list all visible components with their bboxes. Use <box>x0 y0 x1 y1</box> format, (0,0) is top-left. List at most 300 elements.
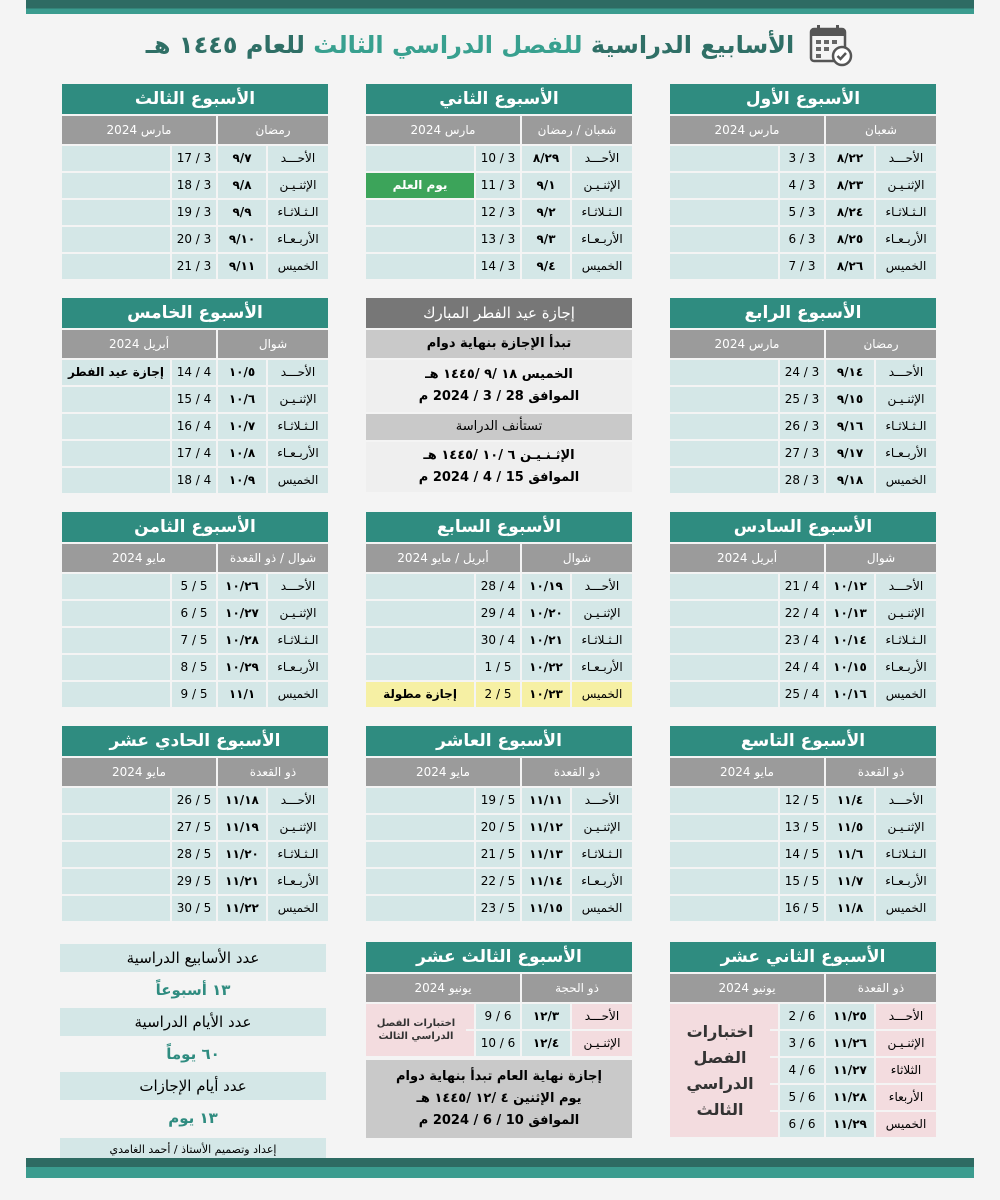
day-name: الأحـــد <box>572 574 632 599</box>
table-row <box>62 387 328 412</box>
hijri-date: ٨/٢٢ <box>826 146 874 171</box>
day-name: الأربـعـاء <box>876 441 936 466</box>
week-card <box>366 512 632 707</box>
day-name: الأربـعـاء <box>572 869 632 894</box>
hijri-date: ٨/٢٣ <box>826 173 874 198</box>
day-note <box>670 842 778 867</box>
greg-date: 5 / 6 <box>172 601 216 626</box>
day-note <box>62 788 170 813</box>
table-row <box>670 601 936 626</box>
hijri-month-label: شوال <box>522 544 632 572</box>
week-card <box>62 512 328 707</box>
greg-month-label: أبريل / مايو 2024 <box>366 544 520 572</box>
greg-date: 3 / 20 <box>172 227 216 252</box>
hijri-date: ١٠/٢٦ <box>218 574 266 599</box>
greg-date: 5 / 27 <box>172 815 216 840</box>
greg-date: 6 / 4 <box>780 1058 824 1083</box>
day-note: يوم العلم <box>366 173 474 198</box>
greg-date: 5 / 12 <box>780 788 824 813</box>
summary-panel <box>60 940 326 1162</box>
day-name: الخميس <box>268 682 328 707</box>
hijri-date: ٩/١٠ <box>218 227 266 252</box>
table-row <box>670 414 936 439</box>
day-note <box>670 146 778 171</box>
day-note <box>62 628 170 653</box>
week-title: الأسبوع الثاني عشر <box>670 942 936 972</box>
table-row <box>366 655 632 680</box>
greg-month-label: مارس 2024 <box>670 116 824 144</box>
greg-date: 5 / 5 <box>172 574 216 599</box>
day-name: الأربـعـاء <box>876 227 936 252</box>
day-name: الإثنـيـن <box>876 815 936 840</box>
day-name: الأربـعـاء <box>268 655 328 680</box>
hijri-date: ١٠/٢٠ <box>522 601 570 626</box>
day-name: الـثـلاثـاء <box>572 842 632 867</box>
greg-month-label: مايو 2024 <box>670 758 824 786</box>
hijri-month-label: رمضان <box>218 116 328 144</box>
day-note <box>62 387 170 412</box>
week-title: الأسبوع العاشر <box>366 726 632 756</box>
table-row <box>366 227 632 252</box>
table-row <box>670 227 936 252</box>
day-note <box>670 414 778 439</box>
greg-date: 4 / 16 <box>172 414 216 439</box>
week-title: الأسبوع الرابع <box>670 298 936 328</box>
week-title: الأسبوع الثاني <box>366 84 632 114</box>
day-note <box>670 896 778 921</box>
table-row <box>670 896 936 921</box>
greg-date: 3 / 18 <box>172 173 216 198</box>
hijri-date: ١١/١٥ <box>522 896 570 921</box>
hijri-date: ٨/٢٩ <box>522 146 570 171</box>
day-name: الـثـلاثـاء <box>572 628 632 653</box>
greg-date: 4 / 15 <box>172 387 216 412</box>
greg-date: 4 / 14 <box>172 360 216 385</box>
hijri-date: ١٠/٢٧ <box>218 601 266 626</box>
hijri-date: ١١/١٢ <box>522 815 570 840</box>
greg-date: 5 / 1 <box>476 655 520 680</box>
hijri-month-label: شعبان / رمضان <box>522 116 632 144</box>
greg-date: 3 / 19 <box>172 200 216 225</box>
table-row <box>366 842 632 867</box>
eid-holiday-card <box>366 298 632 492</box>
day-note <box>366 601 474 626</box>
greg-date: 4 / 17 <box>172 441 216 466</box>
greg-date: 6 / 2 <box>780 1004 824 1029</box>
table-row <box>62 682 328 707</box>
greg-date: 3 / 28 <box>780 468 824 493</box>
table-row <box>366 254 632 279</box>
hijri-date: ١١/٢٧ <box>826 1058 874 1083</box>
hijri-month-label: شوال / ذو القعدة <box>218 544 328 572</box>
hijri-date: ١١/٥ <box>826 815 874 840</box>
hijri-date: ١١/٧ <box>826 869 874 894</box>
day-note <box>670 788 778 813</box>
day-name: الخميس <box>876 468 936 493</box>
week-card <box>62 726 328 921</box>
hijri-month-label: ذو القعدة <box>826 758 936 786</box>
greg-date: 5 / 30 <box>172 896 216 921</box>
day-name: الأحـــد <box>876 574 936 599</box>
day-name: الخميس <box>572 254 632 279</box>
hijri-date: ١١/١١ <box>522 788 570 813</box>
table-row <box>366 200 632 225</box>
weeks-count-value: ١٣ أسبوعاً <box>155 981 231 999</box>
top-decor-bar <box>26 0 974 14</box>
day-name: الأحـــد <box>876 146 936 171</box>
holiday-start-greg: الموافق 28 / 3 / 2024 م <box>418 389 580 404</box>
hijri-date: ١٠/١٥ <box>826 655 874 680</box>
day-note <box>366 227 474 252</box>
hijri-date: ١٠/٢٨ <box>218 628 266 653</box>
table-row <box>62 227 328 252</box>
greg-date: 4 / 28 <box>476 574 520 599</box>
table-row <box>366 628 632 653</box>
hijri-date: ٩/١١ <box>218 254 266 279</box>
hijri-date: ١١/٢٢ <box>218 896 266 921</box>
greg-date: 3 / 3 <box>780 146 824 171</box>
hijri-date: ٩/١٨ <box>826 468 874 493</box>
day-name: الإثنـيـن <box>572 173 632 198</box>
table-row <box>62 842 328 867</box>
hijri-date: ٨/٢٥ <box>826 227 874 252</box>
greg-date: 3 / 21 <box>172 254 216 279</box>
day-note <box>366 200 474 225</box>
day-note <box>670 655 778 680</box>
week-card <box>366 726 632 921</box>
week-title: الأسبوع التاسع <box>670 726 936 756</box>
greg-date: 5 / 22 <box>476 869 520 894</box>
day-note <box>366 842 474 867</box>
year-end-line: الموافق 10 / 6 / 2024 م <box>418 1113 580 1128</box>
week-title: الأسبوع السابع <box>366 512 632 542</box>
day-note <box>670 227 778 252</box>
hijri-date: ٩/٣ <box>522 227 570 252</box>
hijri-date: ١٠/٧ <box>218 414 266 439</box>
greg-date: 5 / 23 <box>476 896 520 921</box>
day-note <box>62 682 170 707</box>
week-title: الأسبوع الأول <box>670 84 936 114</box>
day-note <box>366 788 474 813</box>
greg-date: 6 / 6 <box>780 1112 824 1137</box>
weeks-count-label: عدد الأسابيع الدراسية <box>60 944 326 972</box>
table-row <box>62 254 328 279</box>
table-row <box>670 387 936 412</box>
greg-month-label: مايو 2024 <box>366 758 520 786</box>
day-name: الأربـعـاء <box>268 869 328 894</box>
greg-date: 5 / 16 <box>780 896 824 921</box>
day-note <box>670 628 778 653</box>
table-row <box>366 896 632 921</box>
week-card <box>62 298 328 493</box>
day-name: الخميس <box>876 254 936 279</box>
hijri-date: ١١/٢٦ <box>826 1031 874 1056</box>
greg-date: 4 / 18 <box>172 468 216 493</box>
hijri-date: ١٠/٦ <box>218 387 266 412</box>
table-row <box>670 842 936 867</box>
table-row <box>62 628 328 653</box>
greg-date: 5 / 14 <box>780 842 824 867</box>
day-note <box>62 173 170 198</box>
exam-period-note: اختبارات الفصل الدراسي الثالث <box>366 1004 466 1056</box>
calendar-check-icon <box>808 23 854 67</box>
day-name: الأربـعـاء <box>572 655 632 680</box>
day-note <box>62 146 170 171</box>
greg-date: 5 / 15 <box>780 869 824 894</box>
day-note <box>366 896 474 921</box>
hijri-date: ١٠/٢١ <box>522 628 570 653</box>
resume-hijri: الإثـنـيـن ٦ /١٠ /١٤٤٥ هـ <box>423 448 575 463</box>
greg-date: 3 / 25 <box>780 387 824 412</box>
day-note <box>670 200 778 225</box>
day-name: الـثـلاثـاء <box>876 628 936 653</box>
greg-date: 6 / 3 <box>780 1031 824 1056</box>
table-row <box>670 815 936 840</box>
table-row <box>366 146 632 171</box>
day-note <box>62 842 170 867</box>
hijri-date: ١١/٢٠ <box>218 842 266 867</box>
hijri-date: ١٠/١٩ <box>522 574 570 599</box>
table-row <box>366 682 632 707</box>
day-note <box>366 574 474 599</box>
day-name: الإثنـيـن <box>572 601 632 626</box>
table-row <box>670 441 936 466</box>
greg-date: 3 / 26 <box>780 414 824 439</box>
hijri-date: ١٠/١٢ <box>826 574 874 599</box>
greg-month-label: مارس 2024 <box>366 116 520 144</box>
day-name: الخميس <box>876 1112 936 1137</box>
day-note <box>670 387 778 412</box>
day-name: الأحـــد <box>572 146 632 171</box>
table-row <box>670 254 936 279</box>
day-name: الـثـلاثـاء <box>268 200 328 225</box>
table-row <box>62 601 328 626</box>
holidays-count-label: عدد أيام الإجازات <box>60 1072 326 1100</box>
day-note <box>670 682 778 707</box>
greg-date: 5 / 8 <box>172 655 216 680</box>
day-name: الخميس <box>876 896 936 921</box>
greg-month-label: يونيو 2024 <box>670 974 824 1002</box>
hijri-date: ١٠/٥ <box>218 360 266 385</box>
greg-date: 5 / 21 <box>476 842 520 867</box>
day-note <box>366 655 474 680</box>
week-card <box>366 84 632 279</box>
hijri-date: ١١/١ <box>218 682 266 707</box>
greg-date: 5 / 20 <box>476 815 520 840</box>
day-name: الأربـعـاء <box>572 227 632 252</box>
day-name: الإثنـيـن <box>268 601 328 626</box>
greg-date: 3 / 10 <box>476 146 520 171</box>
greg-date: 3 / 27 <box>780 441 824 466</box>
hijri-date: ٩/٧ <box>218 146 266 171</box>
greg-date: 5 / 28 <box>172 842 216 867</box>
hijri-date: ١١/٢٥ <box>826 1004 874 1029</box>
hijri-month-label: شوال <box>826 544 936 572</box>
holiday-start-hijri: الخميس ١٨ /٩ /١٤٤٥ هـ <box>425 367 573 382</box>
table-row <box>62 869 328 894</box>
table-row <box>670 788 936 813</box>
day-name: الأحـــد <box>268 146 328 171</box>
greg-date: 3 / 17 <box>172 146 216 171</box>
table-row <box>670 628 936 653</box>
greg-month-label: أبريل 2024 <box>670 544 824 572</box>
table-row <box>366 601 632 626</box>
day-note <box>62 655 170 680</box>
hijri-date: ٩/٩ <box>218 200 266 225</box>
table-row <box>670 173 936 198</box>
day-name: الـثـلاثـاء <box>268 628 328 653</box>
bottom-decor-bar <box>26 1158 974 1178</box>
hijri-date: ١١/١٨ <box>218 788 266 813</box>
greg-month-label: مارس 2024 <box>62 116 216 144</box>
greg-month-label: مارس 2024 <box>670 330 824 358</box>
hijri-date: ١٠/٢٣ <box>522 682 570 707</box>
day-name: الـثـلاثـاء <box>876 200 936 225</box>
day-name: الإثنـيـن <box>268 815 328 840</box>
hijri-date: ١١/٤ <box>826 788 874 813</box>
day-note <box>62 254 170 279</box>
day-note <box>670 254 778 279</box>
hijri-date: ١٠/٢٢ <box>522 655 570 680</box>
greg-date: 3 / 14 <box>476 254 520 279</box>
greg-date: 4 / 21 <box>780 574 824 599</box>
week-card <box>670 298 936 493</box>
day-name: الخميس <box>876 682 936 707</box>
hijri-month-label: ذو القعدة <box>522 758 632 786</box>
table-row <box>366 574 632 599</box>
hijri-date: ١٢/٤ <box>522 1031 570 1056</box>
week-card <box>670 726 936 921</box>
day-name: الثلاثاء <box>876 1058 936 1083</box>
title-tail: للعام ١٤٤٥ هـ <box>145 31 305 59</box>
greg-date: 3 / 5 <box>780 200 824 225</box>
greg-date: 3 / 12 <box>476 200 520 225</box>
day-name: الأربـعـاء <box>268 227 328 252</box>
hijri-month-label: رمضان <box>826 330 936 358</box>
table-row <box>62 414 328 439</box>
table-row <box>670 682 936 707</box>
day-name: الخميس <box>268 254 328 279</box>
week-title: الأسبوع الثامن <box>62 512 328 542</box>
table-row <box>670 574 936 599</box>
hijri-date: ١١/٦ <box>826 842 874 867</box>
week-card <box>62 84 328 279</box>
day-name: الإثنـيـن <box>876 601 936 626</box>
table-row <box>366 815 632 840</box>
table-row <box>670 146 936 171</box>
greg-month-label: مايو 2024 <box>62 544 216 572</box>
day-note <box>62 200 170 225</box>
hijri-month-label: شوال <box>218 330 328 358</box>
week-title: الأسبوع الحادي عشر <box>62 726 328 756</box>
greg-date: 3 / 4 <box>780 173 824 198</box>
days-count-label: عدد الأيام الدراسية <box>60 1008 326 1036</box>
hijri-month-label: ذو القعدة <box>218 758 328 786</box>
hijri-date: ٩/٢ <box>522 200 570 225</box>
table-row <box>670 360 936 385</box>
greg-date: 6 / 10 <box>476 1031 520 1056</box>
day-name: الإثنـيـن <box>268 387 328 412</box>
day-name: الـثـلاثـاء <box>876 414 936 439</box>
week-title: الأسبوع الخامس <box>62 298 328 328</box>
hijri-date: ١١/٨ <box>826 896 874 921</box>
greg-date: 4 / 30 <box>476 628 520 653</box>
table-row <box>62 173 328 198</box>
day-note <box>62 815 170 840</box>
week-card <box>670 512 936 707</box>
greg-date: 4 / 23 <box>780 628 824 653</box>
table-row <box>670 869 936 894</box>
hijri-date: ٨/٢٦ <box>826 254 874 279</box>
table-row <box>62 655 328 680</box>
year-end-line: إجازة نهاية العام تبدأ بنهاية دوام <box>396 1069 602 1084</box>
hijri-date: ١٢/٣ <box>522 1004 570 1029</box>
hijri-date: ٩/٤ <box>522 254 570 279</box>
day-note <box>62 227 170 252</box>
hijri-month-label: ذو الحجة <box>522 974 632 1002</box>
exam-period-note: اختبارات الفصل الدراسي الثالث <box>670 1004 770 1137</box>
table-row <box>62 200 328 225</box>
day-note <box>670 360 778 385</box>
greg-date: 4 / 25 <box>780 682 824 707</box>
table-row <box>62 360 328 385</box>
days-count-value: ٦٠ يوماً <box>166 1045 220 1063</box>
day-name: الخميس <box>268 896 328 921</box>
week-title: الأسبوع السادس <box>670 512 936 542</box>
day-note: إجازة مطولة <box>366 682 474 707</box>
hijri-date: ١١/١٣ <box>522 842 570 867</box>
greg-date: 3 / 7 <box>780 254 824 279</box>
day-name: الأحـــد <box>268 574 328 599</box>
table-row <box>62 788 328 813</box>
hijri-date: ٩/٨ <box>218 173 266 198</box>
hijri-month-label: شعبان <box>826 116 936 144</box>
day-note <box>670 468 778 493</box>
day-name: الأربـعـاء <box>876 655 936 680</box>
day-name: الأربـعـاء <box>876 869 936 894</box>
day-name: الإثنـيـن <box>876 387 936 412</box>
table-row <box>670 468 936 493</box>
day-name: الإثنـيـن <box>876 1031 936 1056</box>
greg-date: 5 / 2 <box>476 682 520 707</box>
day-note <box>62 414 170 439</box>
greg-date: 4 / 29 <box>476 601 520 626</box>
holiday-start-label: تبدأ الإجازة بنهاية دوام <box>366 330 632 358</box>
greg-date: 3 / 24 <box>780 360 824 385</box>
hijri-date: ١١/١٩ <box>218 815 266 840</box>
week-title: الأسبوع الثالث عشر <box>366 942 632 972</box>
hijri-date: ١٠/١٣ <box>826 601 874 626</box>
day-name: الـثـلاثـاء <box>268 414 328 439</box>
year-end-line: يوم الإثنين ٤ /١٢ /١٤٤٥ هـ <box>416 1091 582 1106</box>
day-name: الأحـــد <box>572 788 632 813</box>
day-name: الإثنـيـن <box>268 173 328 198</box>
table-row <box>366 788 632 813</box>
resume-label: تستأنف الدراسة <box>366 414 632 440</box>
table-row <box>62 146 328 171</box>
greg-date: 3 / 13 <box>476 227 520 252</box>
hijri-date: ٩/١ <box>522 173 570 198</box>
day-note <box>670 574 778 599</box>
day-name: الخميس <box>572 682 632 707</box>
day-name: الأحـــد <box>876 1004 936 1029</box>
greg-date: 5 / 26 <box>172 788 216 813</box>
year-end-note <box>366 1060 632 1138</box>
day-name: الخميس <box>268 468 328 493</box>
day-note <box>366 869 474 894</box>
day-note <box>62 896 170 921</box>
greg-date: 4 / 24 <box>780 655 824 680</box>
